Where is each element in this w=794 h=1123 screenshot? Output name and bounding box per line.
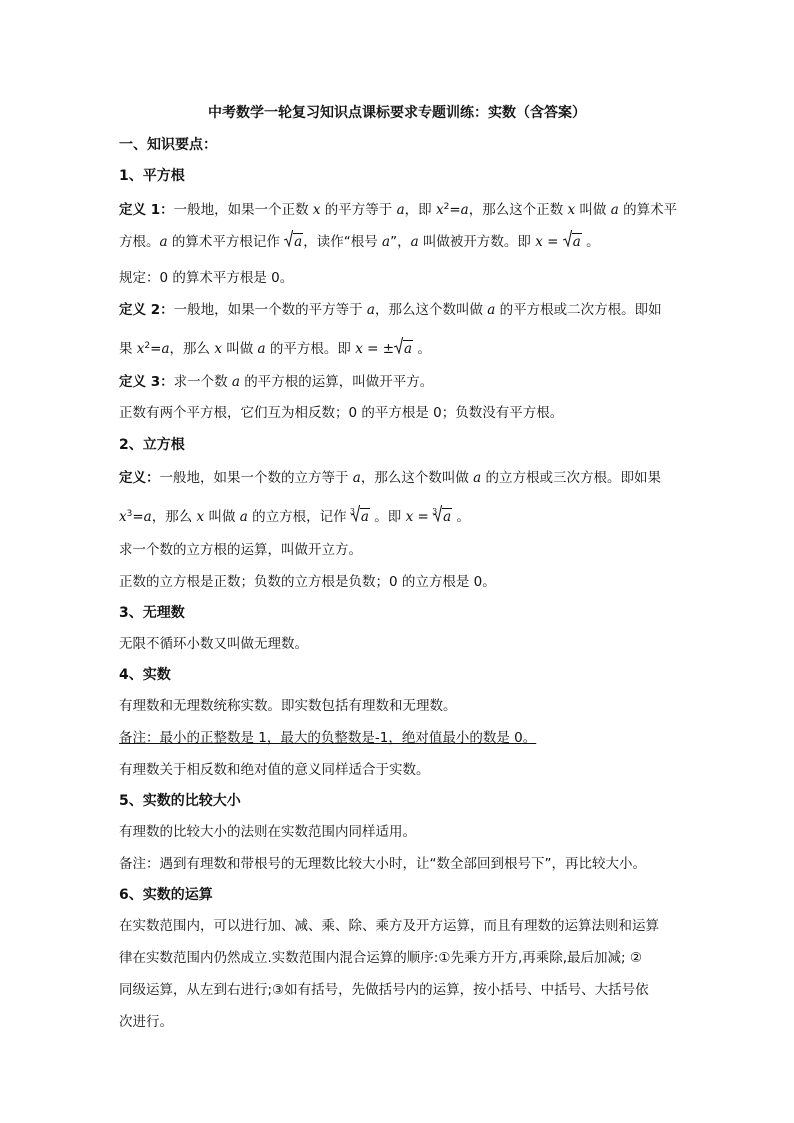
real-numbers-definition: 有理数和无理数统称实数。即实数包括有理数和无理数。	[119, 698, 457, 714]
rule-line: 规定：0 的算术平方根是 0。	[119, 270, 294, 286]
real-numbers-note: 备注：最小的正整数是 1，最大的负整数是-1，绝对值最小的数是 0。	[119, 730, 537, 746]
cube-root-note: 正数的立方根是正数；负数的立方根是负数；0 的立方根是 0。	[119, 574, 496, 590]
radical-sign-icon	[351, 505, 360, 522]
definition-label: 定义 3：	[119, 374, 174, 390]
cbrt-a-notation: 3 a	[349, 507, 369, 525]
radical-sign-icon	[433, 505, 442, 522]
heading-cube-root: 2、立方根	[119, 437, 185, 453]
sqrt-a-notation: a	[284, 232, 303, 252]
sqrt-a-formula: a	[394, 339, 413, 359]
definition-3: 定义 3：求一个数 a 的平方根的运算，叫做开平方。	[119, 374, 434, 390]
heading-square-root: 1、平方根	[119, 168, 185, 184]
cube-definition-line-2: $x^3=a$，那么 x 叫做 a 的立方根，记作 3 a 。即 x = 3 a 。	[119, 507, 470, 525]
real-numbers-property: 有理数关于相反数和绝对值的意义同样适合于实数。	[119, 762, 430, 778]
definition-2-line-1: 定义 2：一般地，如果一个数的平方等于 a，那么这个数叫做 a 的平方根或二次方根。即如	[119, 302, 662, 318]
sqrt-a-formula: a	[563, 232, 582, 252]
cube-operation: 求一个数的立方根的运算，叫做开立方。	[119, 542, 362, 558]
definition-1-line-2: 方根。a 的算术平方根记作 a，读作“根号 a”，a 叫做被开方数。即 x = a 。	[119, 232, 600, 252]
square-root-note: 正数有两个平方根，它们互为相反数；0 的平方根是 0；负数没有平方根。	[119, 405, 564, 421]
comparison-note: 备注：遇到有理数和带根号的无理数比较大小时，让“数全部回到根号下”，再比较大小。	[119, 856, 646, 872]
radical-sign-icon	[394, 337, 403, 354]
operations-line-2: 律在实数范围内仍然成立.实数范围内混合运算的顺序:①先乘方开方,再乘除,最后加减; ②	[119, 950, 642, 966]
operations-line-4: 次进行。	[119, 1014, 173, 1030]
comparison-rule: 有理数的比较大小的法则在实数范围内同样适用。	[119, 824, 416, 840]
radical-sign-icon	[284, 230, 293, 247]
definition-2-line-2: 果 $x^2=a$，那么 x 叫做 a 的平方根。即 x = ± a 。	[119, 336, 431, 359]
operations-line-3: 同级运算，从左到右进行;③如有括号，先做括号内的运算，按小括号、中括号、大括号依	[119, 982, 649, 998]
definition-1-line-1: 定义 1：一般地，如果一个正数 x 的平方等于 a，即 $x^2=a$，那么这个正数 x 叫做 a 的算术平	[119, 202, 678, 218]
definition-label: 定义 1：	[119, 202, 174, 218]
section-heading: 一、知识要点：	[119, 137, 217, 153]
heading-operations: 6、实数的运算	[119, 887, 213, 903]
operations-line-1: 在实数范围内，可以进行加、减、乘、除、乘方及开方运算，而且有理数的运算法则和运算	[119, 918, 659, 934]
heading-real-numbers: 4、实数	[119, 667, 171, 683]
definition-label: 定义 2：	[119, 302, 174, 318]
heading-comparison: 5、实数的比较大小	[119, 793, 241, 809]
page-title: 中考数学一轮复习知识点课标要求专题训练：实数（含答案）	[208, 105, 586, 121]
cbrt-a-formula: 3 a	[432, 507, 452, 525]
definition-label: 定义：	[119, 470, 160, 486]
radical-sign-icon	[563, 230, 572, 247]
heading-irrational: 3、无理数	[119, 605, 185, 621]
cube-definition-line-1: 定义：一般地，如果一个数的立方等于 a，那么这个数叫做 a 的立方根或三次方根。即如果	[119, 470, 662, 486]
irrational-definition: 无限不循环小数又叫做无理数。	[119, 636, 308, 652]
